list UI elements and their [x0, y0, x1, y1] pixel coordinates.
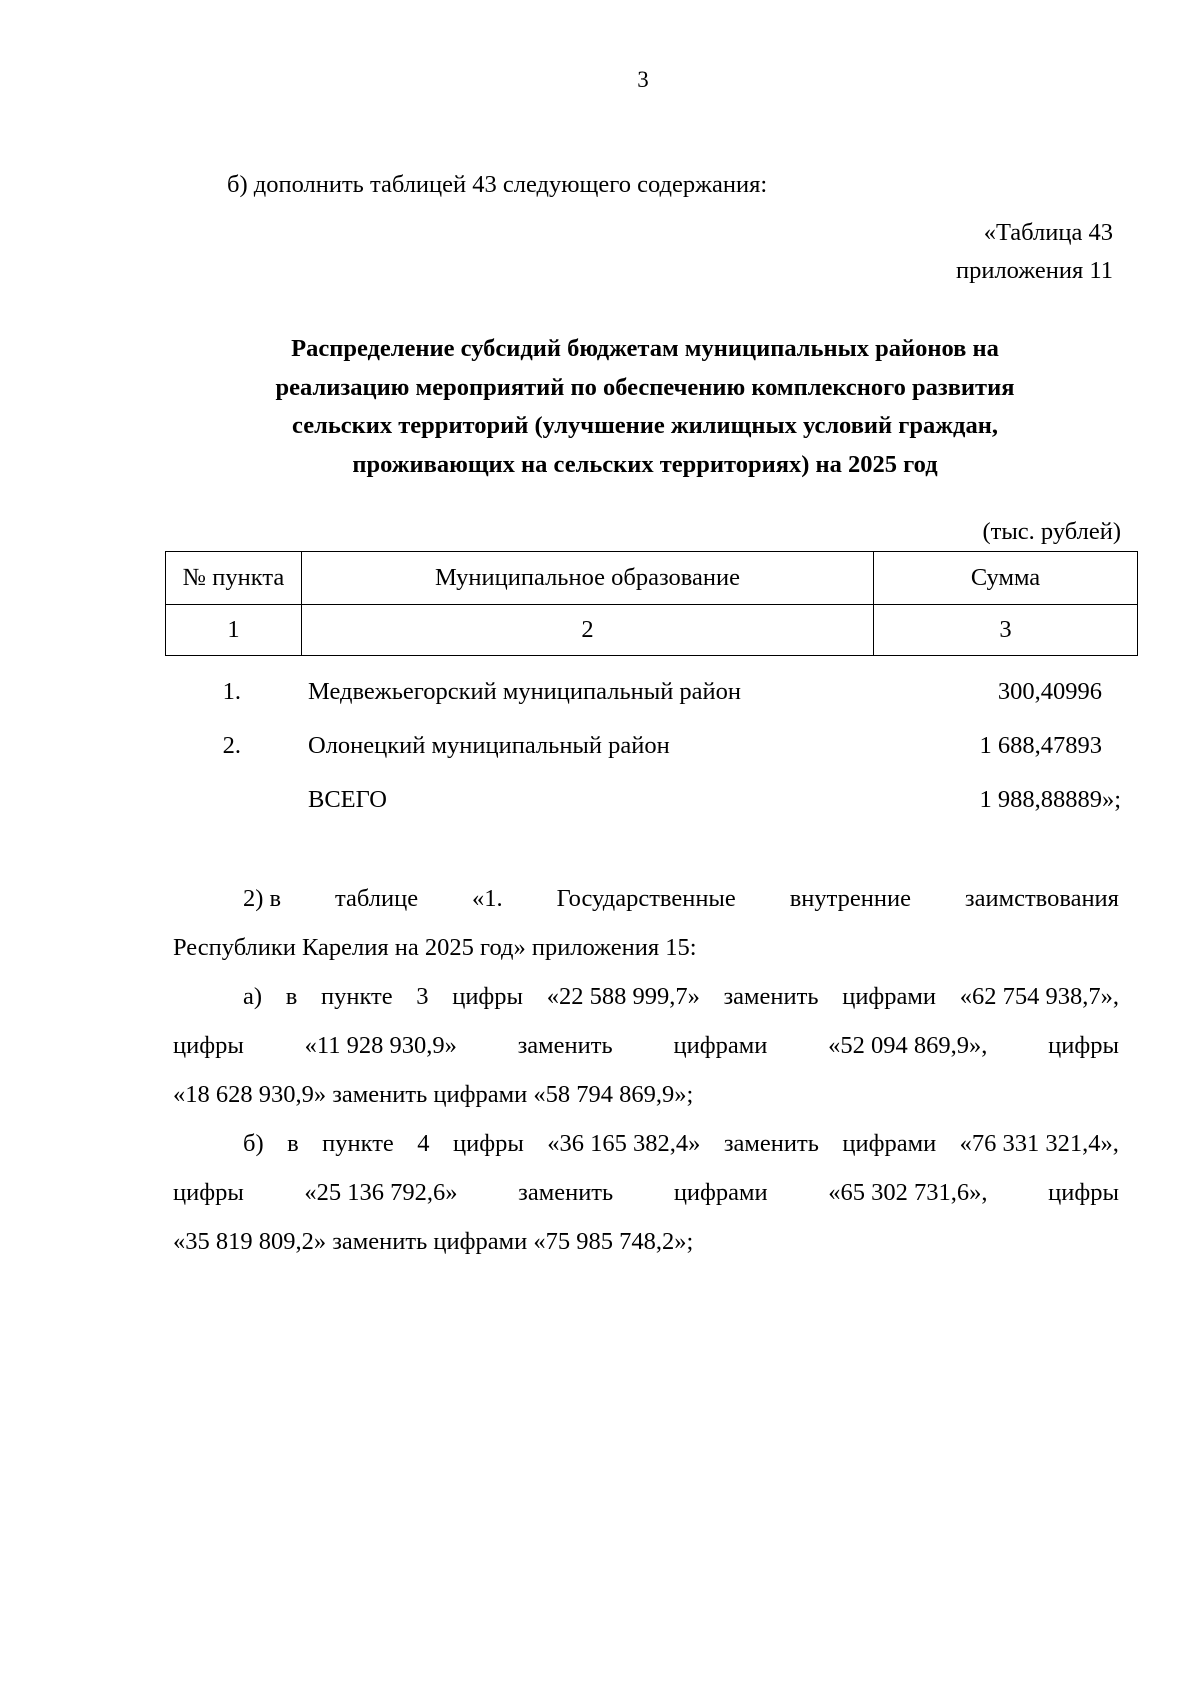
table-title-line: сельских территорий (улучшение жилищных условий граждан, — [292, 412, 998, 439]
table-column-number-row — [166, 605, 1138, 656]
word: заимствования — [964, 885, 1119, 912]
paragraph-line: «35 819 809,2» заменить цифрами «75 985 748,2»; — [173, 1228, 694, 1255]
table-header-row — [166, 552, 1138, 605]
row-number: 1. — [222, 678, 241, 705]
word: заменить — [517, 1032, 613, 1059]
header-cell-sum: Сумма — [874, 552, 1138, 605]
column-number-cell: 1 — [166, 605, 302, 656]
table-title — [175, 330, 1115, 484]
paragraph-line — [173, 972, 1119, 1021]
word: цифрами — [842, 983, 937, 1010]
word: в — [285, 983, 298, 1010]
paragraph-line — [173, 1119, 1119, 1168]
word: пункте — [322, 1130, 394, 1157]
word: заменить — [723, 1130, 819, 1157]
row-total-sum: 1 988,88889»; — [979, 786, 1121, 813]
paragraph-line: Республики Карелия на 2025 год» приложения 15: — [173, 934, 697, 961]
row-municipality: Медвежьегорский муниципальный район — [308, 678, 742, 705]
word: 2) в — [243, 885, 282, 912]
word: «11 928 930,9» — [304, 1032, 457, 1059]
table-reference-line-1: «Таблица 43 — [983, 219, 1113, 246]
word: «25 136 792,6» — [304, 1179, 458, 1206]
header-cell-municipality: Муниципальное образование — [302, 552, 874, 605]
header-cell-number: № пункта — [166, 552, 302, 605]
row-municipality: Олонецкий муниципальный район — [308, 732, 670, 759]
page-number: 3 — [637, 67, 649, 92]
word: 4 — [417, 1130, 430, 1157]
word: 3 — [416, 983, 429, 1010]
row-sum: 1 688,47893 — [979, 732, 1102, 759]
word: внутренние — [789, 885, 911, 912]
word: «76 331 321,4», — [959, 1130, 1119, 1157]
word: таблице — [335, 885, 419, 912]
row-total-label: ВСЕГО — [308, 786, 387, 813]
word: цифры — [1048, 1179, 1119, 1206]
paragraph-2 — [173, 874, 1119, 972]
word: заменить — [518, 1179, 614, 1206]
word: цифрами — [673, 1179, 768, 1206]
table-title-line: проживающих на сельских территориях) на 2025 год — [352, 450, 938, 478]
word: «65 302 731,6», — [828, 1179, 988, 1206]
subsidy-table-header — [165, 551, 1138, 656]
table-title-line: Распределение субсидий бюджетам муниципальных районов на — [291, 335, 999, 362]
word: Государственные — [556, 885, 736, 912]
word: «62 754 938,7», — [959, 983, 1119, 1010]
word: а) — [243, 983, 263, 1010]
word: цифры — [173, 1032, 244, 1059]
column-number-cell: 3 — [874, 605, 1138, 656]
word: б) — [243, 1130, 264, 1157]
word: заменить — [723, 983, 819, 1010]
table-reference-line-2: приложения 11 — [955, 257, 1113, 284]
paragraph-line: «18 628 930,9» заменить цифрами «58 794 869,9»; — [173, 1081, 694, 1108]
row-number: 2. — [222, 732, 241, 759]
word: цифрами — [673, 1032, 768, 1059]
word: «1. — [472, 885, 503, 912]
paragraph-line — [173, 1168, 1119, 1217]
word: цифры — [1048, 1032, 1119, 1059]
word: пункте — [320, 983, 393, 1010]
paragraph-a — [173, 972, 1119, 1119]
units-label: (тыс. рублей) — [982, 518, 1121, 545]
word: в — [287, 1130, 299, 1157]
word: цифры — [452, 1130, 524, 1157]
column-number-cell: 2 — [302, 605, 874, 656]
word: цифры — [452, 983, 524, 1010]
intro-text: б) дополнить таблицей 43 следующего содержания: — [227, 171, 768, 198]
paragraph-b — [173, 1119, 1119, 1266]
paragraph-line — [173, 874, 1119, 923]
paragraph-line — [173, 1021, 1119, 1070]
table-title-line: реализацию мероприятий по обеспечению комплексного развития — [275, 373, 1015, 401]
row-sum: 300,40996 — [997, 678, 1102, 705]
word: цифрами — [842, 1130, 937, 1157]
word: «52 094 869,9», — [828, 1032, 988, 1059]
word: цифры — [173, 1179, 244, 1206]
word: «22 588 999,7» — [546, 983, 700, 1010]
word: «36 165 382,4» — [547, 1130, 701, 1157]
